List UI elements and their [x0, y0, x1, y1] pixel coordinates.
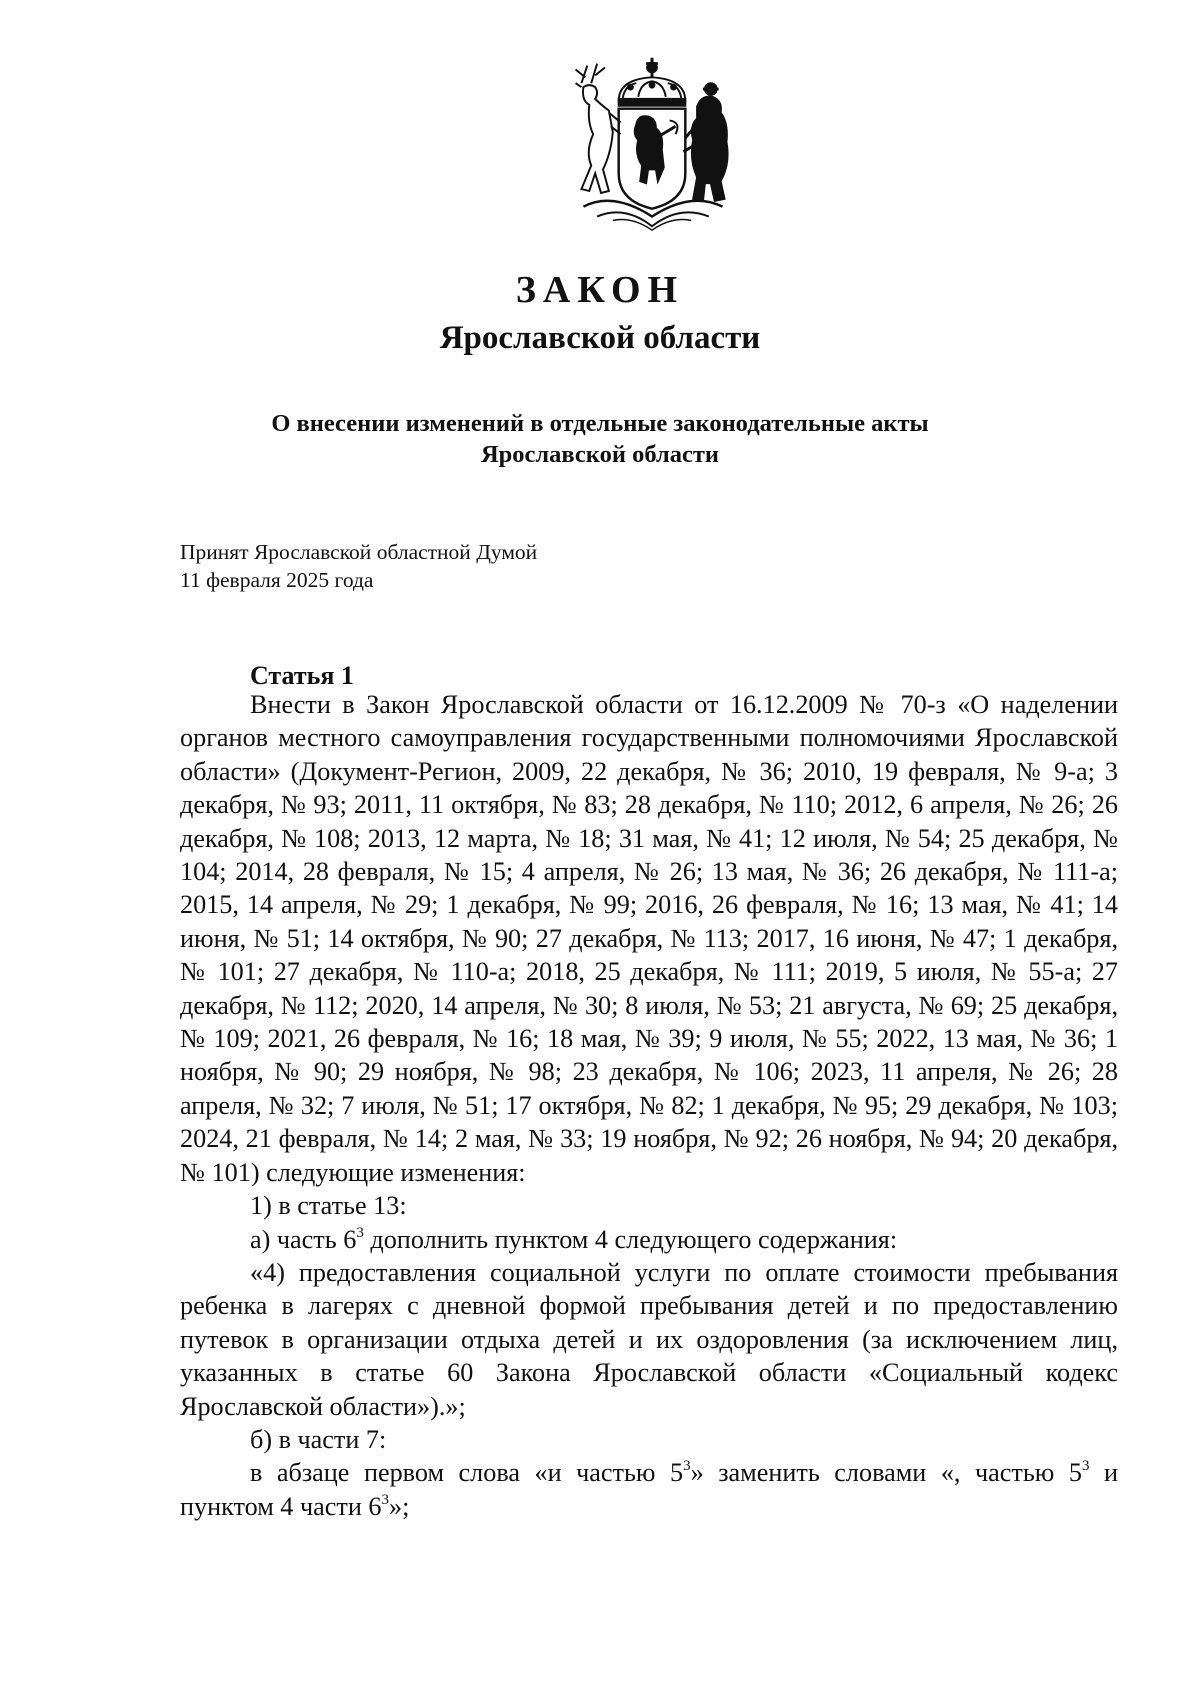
- text-run: а) часть 6: [250, 1224, 357, 1254]
- article-title: Статья 1: [250, 661, 354, 690]
- text-run: » заменить словами «, частью 5: [690, 1458, 1082, 1488]
- item-1a: [180, 1223, 1118, 1256]
- article-intro-paragraph: Внести в Закон Ярославской области от 16.12.2009 № 70-з «О наделении органов местного самоуправления государственными полномочиями Ярославской области» (Документ-Регион, 2009, 22 декабря, № 36; 2010, 19 февраля, № 9-а; 3 декабря, № 93; 2011, 11 октября, № 83; 28 декабря, № 110; 2012, 6 апреля, № 26; 26 декабря, № 108; 2013, 12 марта, № 18; 31 мая, № 41; 12 июля, № 54; 25 декабря, № 104; 2014, 28 февраля, № 15; 4 апреля, № 26; 13 мая, № 36; 26 декабря, № 111-а; 2015, 14 апреля, № 29; 1 декабря, № 99; 2016, 26 февраля, № 16; 13 мая, № 41; 14 июня, № 51; 14 октября, № 90; 27 декабря, № 113; 2017, 16 июня, № 47; 1 декабря, № 101; 27 декабря, № 110-а; 2018, 25 декабря, № 111; 2019, 5 июля, № 55-а; 27 декабря, № 112; 2020, 14 апреля, № 30; 8 июля, № 53; 21 августа, № 69; 25 декабря, № 109; 2021, 26 февраля, № 16; 18 мая, № 39; 9 июля, № 55; 2022, 13 мая, № 36; 1 ноября, № 90; 29 ноября, № 98; 23 декабря, № 106; 2023, 11 апреля, № 26; 28 апреля, № 32; 7 июля, № 51; 17 октября, № 82; 1 декабря, № 95; 29 декабря, № 103; 2024, 21 февраля, № 14; 2 мая, № 33; 19 ноября, № 92; 26 ноября, № 94; 20 декабря, № 101) следующие изменения:: [180, 690, 1118, 1187]
- adoption-date: 11 февраля 2025 года: [180, 568, 374, 592]
- law-region: Ярославской области: [439, 320, 761, 356]
- law-title: ЗАКОН: [515, 269, 685, 311]
- amendment-paragraph: [180, 1456, 1118, 1523]
- text-run: в абзаце первом слова «и частью 5: [250, 1458, 684, 1488]
- text-run: дополнить пунктом 4 следующего содержания:: [363, 1224, 898, 1254]
- article-body: [180, 688, 1118, 1523]
- text-run: и пунктом 4 части 6: [180, 1458, 1118, 1521]
- quoted-amendment: «4) предоставления социальной услуги по оплате стоимости пребывания ребенка в лагерях с дневной формой пребывания детей и по предоставлению путевок в организации отдыха детей и их оздоровления (за исключением лиц, указанных в статье 60 Закона Ярославской области «Социальный кодекс Ярославской области»).»;: [180, 1257, 1118, 1421]
- law-subject-line: Ярославской области: [480, 441, 720, 468]
- superscript: 3: [381, 1491, 389, 1508]
- law-subject-line: О внесении изменений в отдельные законодательные акты: [271, 410, 929, 437]
- adoption-note: [180, 538, 537, 594]
- text-run: »;: [388, 1491, 410, 1521]
- superscript: 3: [356, 1224, 364, 1241]
- superscript: 3: [1081, 1458, 1090, 1475]
- item-1: 1) в статье 13:: [250, 1191, 407, 1221]
- item-1b: б) в части 7:: [250, 1424, 387, 1454]
- superscript: 3: [683, 1458, 691, 1475]
- law-subject: [0, 408, 1200, 470]
- adoption-body: Принят Ярославской областной Думой: [180, 540, 538, 564]
- yaroslavl-coat-of-arms-icon: [553, 44, 751, 240]
